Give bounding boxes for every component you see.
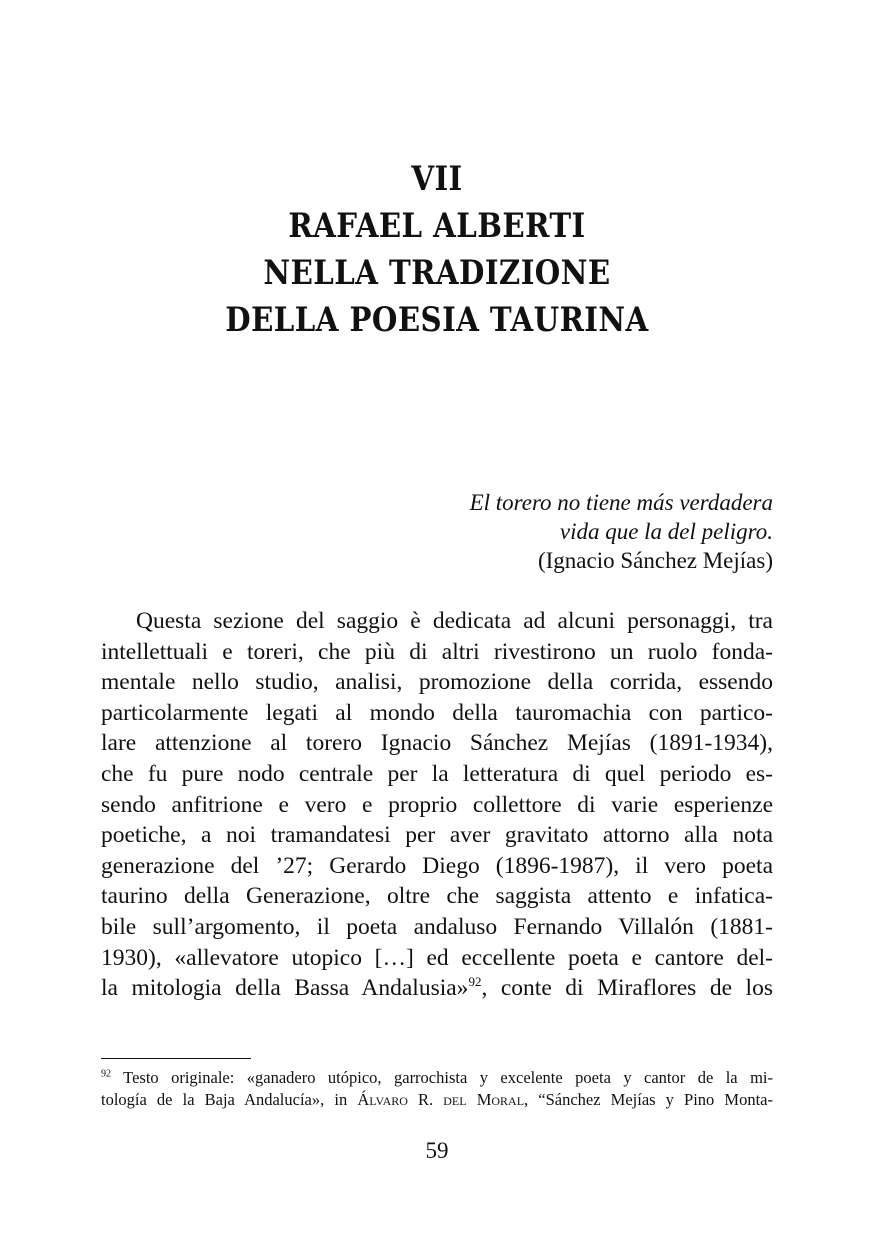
footnote-reference[interactable]: 92 [468,974,482,990]
chapter-heading [61,156,813,344]
footnote [101,1067,773,1111]
body-line: sendo anfitrione e vero e proprio collettore di varie esperienze [101,791,773,818]
footnote-text-2b: , “Sánchez Mejías y Pino Monta- [524,1090,773,1109]
body-line: 1930), «allevatore utopico […] ed eccellente poeta e cantore del- [101,944,773,971]
body-line: particolarmente legati al mondo della tauromachia con partico- [101,699,773,726]
epigraph-quote-line-1: El torero no tiene más verdadera [469,490,773,515]
epigraph [470,488,773,575]
page-number: 59 [425,1138,449,1163]
footnote-line-1 [101,1067,773,1089]
body-line-last [101,973,773,1004]
chapter-title-line-1: RAFAEL ALBERTI [288,206,586,246]
footnote-line-2 [101,1089,773,1111]
footnote-divider [101,1058,251,1059]
body-line: intellettuali e toreri, che più di altri rivestirono un ruolo fonda- [101,638,773,665]
body-line: che fu pure nodo centrale per la letteratura di quel periodo es- [101,760,773,787]
body-line: Questa sezione del saggio è dedicata ad alcuni personaggi, tra [136,608,773,634]
footnote-author: Álvaro R. del Moral [357,1090,525,1109]
body-paragraph [101,606,773,1004]
epigraph-attribution: (Ignacio Sánchez Mejías) [537,548,773,573]
footnote-text-2a: tología de la Baja Andalucía», in [101,1090,358,1109]
chapter-numeral: VII [411,159,463,199]
chapter-title-line-2: NELLA TRADIZIONE [263,253,611,293]
body-line: lare attenzione al torero Ignacio Sánchez Mejías (1891-1934), [101,730,773,757]
body-line: bile sull’argomento, il poeta andaluso Fernando Villalón (1881- [101,913,773,940]
epigraph-quote-line-2: vida que la del peligro. [559,519,773,544]
footnote-text-1: Testo originale: «ganadero utópico, garrochista y excelente poeta y cantor de la mi- [111,1068,773,1087]
body-line: taurino della Generazione, oltre che saggista attento e infatica- [101,883,773,910]
body-line: mentale nello studio, analisi, promozione della corrida, essendo [101,669,773,696]
chapter-title-line-3: DELLA POESIA TAURINA [225,300,649,340]
body-line-last-end: , conte di Miraflores de los [481,975,773,1002]
footnote-number: 92 [101,1068,111,1080]
body-line: generazione del ’27; Gerardo Diego (1896-1987), il vero poeta [101,852,773,879]
body-line-last-start: la mitologia della Bassa Andalusia» [101,975,469,1002]
body-line: poetiche, a noi tramandatesi per aver gravitato attorno alla nota [101,822,773,849]
